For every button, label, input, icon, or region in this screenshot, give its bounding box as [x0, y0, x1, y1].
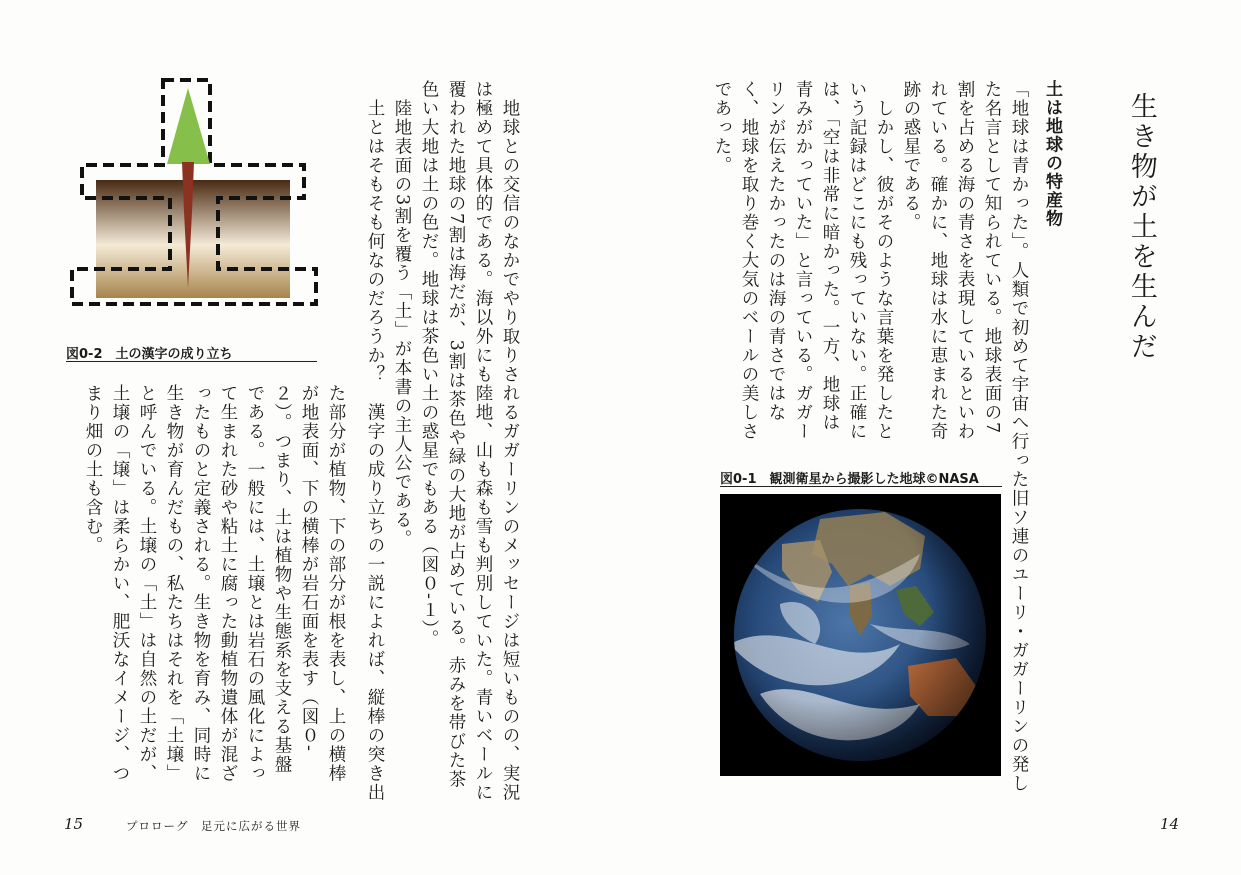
text-line: ２）。つまり、土は植物や生態系を支える基盤 — [272, 384, 292, 775]
text-line: 土壌の「壌」は柔らかい、肥沃なイメージ、つ — [110, 384, 130, 783]
left-page-number: 15 — [64, 815, 84, 833]
figure-0-1-caption: 図0-1 観測衛星から撮影した地球©NASA — [720, 472, 979, 487]
text-line: 割を占める海の青さを表現しているといわ — [955, 80, 975, 441]
text-line: ったものと定義される。生き物を育み、同時に — [191, 384, 211, 783]
text-line: 陸地表面の3割を覆う「土」が本書の主人公である。 — [392, 80, 412, 549]
text-line: が地表面、下の横棒が岩石面を表す（図０‐ — [299, 384, 319, 753]
text-line: まり畑の土も含む。 — [83, 384, 103, 555]
text-line: リンが伝えたかったのは海の青さではな — [766, 80, 786, 422]
text-line: 生き物が育んだもの、私たちはそれを「土壌」 — [164, 384, 184, 783]
text-line: 跡の惑星である。 — [901, 80, 921, 232]
text-line: である。一般には、土壌とは岩石の風化によっ — [245, 384, 265, 783]
earth-photo — [720, 494, 1001, 776]
right-page-number: 14 — [1160, 815, 1180, 833]
soil-kanji-diagram — [66, 72, 326, 312]
running-head: プロローグ 足元に広がる世界 — [126, 819, 301, 833]
text-line: いう記録はどこにも残っていない。正確に — [847, 80, 867, 441]
text-line: た部分が植物、下の部分が根を表し、上の横棒 — [326, 384, 346, 783]
sprout-icon — [167, 88, 210, 164]
text-line: であった。 — [712, 80, 732, 175]
earth-globe-image — [720, 494, 1001, 776]
text-line: 「地球は青かった」。人類で初めて宇宙へ行った旧ソ連のユーリ・ガガーリンの発し — [1009, 80, 1029, 794]
text-line: 覆われた地球の7割は海だが、3割は茶色や緑の大地が占めている。赤みを帯びた茶 — [446, 80, 466, 790]
text-line: は、「空は非常に暗かった。一方、地球は — [820, 80, 840, 433]
caption-rule — [720, 486, 1002, 487]
text-line: 土とはそもそも何なのだろうか？ 漢字の成り立ちの一説によれば、縦棒の突き出 — [365, 80, 385, 802]
left-page-body-top — [361, 80, 523, 802]
text-line: しかし、彼がそのような言葉を発したと — [874, 80, 894, 441]
text-line: 青みがかっていた」と言っている。ガガー — [793, 80, 813, 441]
text-line: く、地球を取り巻く大気のベールの美しさ — [739, 80, 759, 441]
text-line: と呼んでいる。土壌の「土」は自然の土だが、 — [137, 384, 157, 783]
figure-0-2-caption: 図0-2 土の漢字の成り立ち — [66, 347, 233, 362]
text-line: は極めて具体的である。海以外にも陸地、山も森も雪も判別していた。青いベールに — [473, 80, 493, 802]
text-line: た名言として知られている。地球表面の7 — [982, 80, 1002, 435]
left-page-body-bottom — [79, 384, 349, 786]
section-heading: 土は地球の特産物 — [1042, 80, 1062, 228]
text-line: 地球との交信のなかでやり取りされるガガーリンのメッセージは短いものの、実況 — [500, 80, 520, 802]
chapter-title: 生き物が土を生んだ — [1125, 92, 1157, 362]
text-line: れている。確かに、地球は水に恵まれた奇 — [928, 80, 948, 441]
text-line: て生まれた砂や粘土に腐った動植物遺体が混ざ — [218, 384, 238, 783]
text-line: 色い大地は土の色だ。地球は茶色い土の惑星でもある（図０‐１）。 — [419, 80, 439, 649]
caption-rule — [66, 361, 317, 362]
kanji-origin-diagram — [66, 72, 326, 312]
